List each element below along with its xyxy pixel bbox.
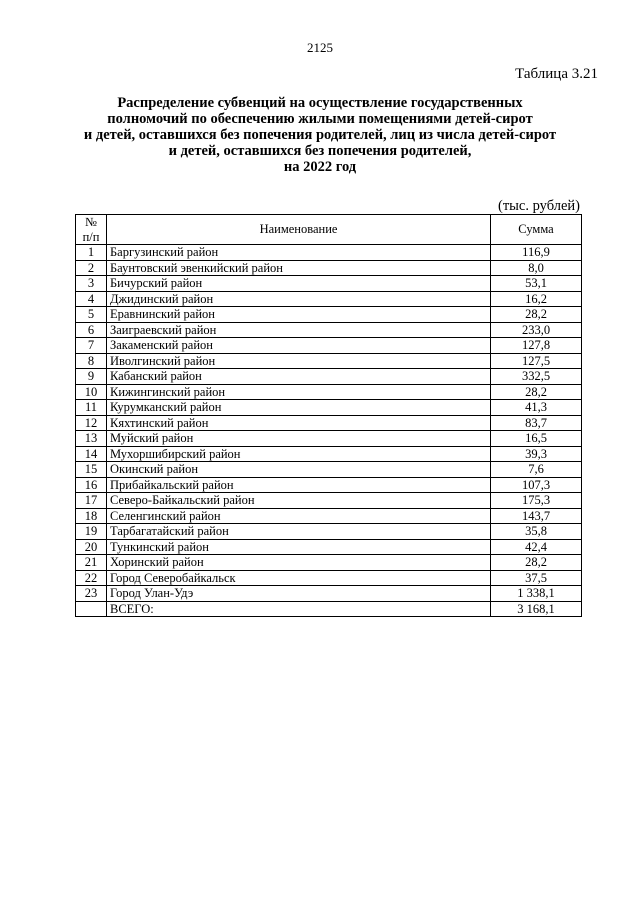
amount: 127,5 bbox=[491, 353, 582, 369]
table-row bbox=[76, 369, 582, 385]
title-line: и детей, оставшихся без попечения родителей, bbox=[168, 143, 472, 159]
district-name: Мухоршибирский район bbox=[107, 446, 491, 462]
amount: 143,7 bbox=[491, 508, 582, 524]
amount: 53,1 bbox=[491, 276, 582, 292]
district-name: Кабанский район bbox=[107, 369, 491, 385]
district-name: Город Северобайкальск bbox=[107, 570, 491, 586]
district-name: Кижингинский район bbox=[107, 384, 491, 400]
row-number: 21 bbox=[76, 555, 107, 571]
amount: 107,3 bbox=[491, 477, 582, 493]
table-row bbox=[76, 508, 582, 524]
amount: 16,2 bbox=[491, 291, 582, 307]
table-row bbox=[76, 400, 582, 416]
row-number: 11 bbox=[76, 400, 107, 416]
header-number bbox=[76, 215, 107, 245]
district-name: Еравнинский район bbox=[107, 307, 491, 323]
title-line: Распределение субвенций на осуществление государственных bbox=[117, 95, 523, 111]
amount: 39,3 bbox=[491, 446, 582, 462]
table-row bbox=[76, 493, 582, 509]
district-name: Город Улан-Удэ bbox=[107, 586, 491, 602]
table-row bbox=[76, 431, 582, 447]
district-name: Баргузинский район bbox=[107, 245, 491, 261]
amount: 28,2 bbox=[491, 555, 582, 571]
row-number: 9 bbox=[76, 369, 107, 385]
row-number: 23 bbox=[76, 586, 107, 602]
amount: 127,8 bbox=[491, 338, 582, 354]
table-body bbox=[76, 245, 582, 617]
amount: 16,5 bbox=[491, 431, 582, 447]
row-number: 15 bbox=[76, 462, 107, 478]
row-number: 20 bbox=[76, 539, 107, 555]
total-row bbox=[76, 601, 582, 617]
page-number: 2125 bbox=[307, 40, 333, 55]
district-name: Хоринский район bbox=[107, 555, 491, 571]
amount: 41,3 bbox=[491, 400, 582, 416]
district-name: Курумканский район bbox=[107, 400, 491, 416]
district-name: Прибайкальский район bbox=[107, 477, 491, 493]
row-number: 16 bbox=[76, 477, 107, 493]
row-number: 14 bbox=[76, 446, 107, 462]
amount: 233,0 bbox=[491, 322, 582, 338]
table-row bbox=[76, 276, 582, 292]
table-row bbox=[76, 462, 582, 478]
row-number: 17 bbox=[76, 493, 107, 509]
row-number: 5 bbox=[76, 307, 107, 323]
table-row bbox=[76, 260, 582, 276]
district-name: Баунтовский эвенкийский район bbox=[107, 260, 491, 276]
table-label: Таблица 3.21 bbox=[515, 66, 598, 82]
table-row bbox=[76, 307, 582, 323]
amount: 116,9 bbox=[491, 245, 582, 261]
table-row bbox=[76, 384, 582, 400]
table-row bbox=[76, 338, 582, 354]
table-row bbox=[76, 446, 582, 462]
table-row bbox=[76, 555, 582, 571]
amount: 37,5 bbox=[491, 570, 582, 586]
table-row bbox=[76, 322, 582, 338]
district-name: Закаменский район bbox=[107, 338, 491, 354]
district-name: Муйский район bbox=[107, 431, 491, 447]
table-row bbox=[76, 524, 582, 540]
row-number: 6 bbox=[76, 322, 107, 338]
row-number: 10 bbox=[76, 384, 107, 400]
district-name: Джидинский район bbox=[107, 291, 491, 307]
row-number: 22 bbox=[76, 570, 107, 586]
table-row bbox=[76, 477, 582, 493]
table-row bbox=[76, 539, 582, 555]
title-line: на 2022 год bbox=[283, 159, 357, 175]
table-row bbox=[76, 415, 582, 431]
amount: 1 338,1 bbox=[491, 586, 582, 602]
amount: 28,2 bbox=[491, 384, 582, 400]
table-row bbox=[76, 291, 582, 307]
row-number: 4 bbox=[76, 291, 107, 307]
district-name: Тарбагатайский район bbox=[107, 524, 491, 540]
row-number bbox=[76, 601, 107, 617]
amount: 28,2 bbox=[491, 307, 582, 323]
district-name: Кяхтинский район bbox=[107, 415, 491, 431]
amount: 35,8 bbox=[491, 524, 582, 540]
table-row bbox=[76, 353, 582, 369]
row-number: 1 bbox=[76, 245, 107, 261]
row-number: 3 bbox=[76, 276, 107, 292]
row-number: 12 bbox=[76, 415, 107, 431]
row-number: 8 bbox=[76, 353, 107, 369]
district-name: Селенгинский район bbox=[107, 508, 491, 524]
title-line: полномочий по обеспечению жилыми помещениями детей-сирот bbox=[107, 111, 533, 127]
row-number: 18 bbox=[76, 508, 107, 524]
district-name: Иволгинский район bbox=[107, 353, 491, 369]
district-name: Северо-Байкальский район bbox=[107, 493, 491, 509]
row-number: 2 bbox=[76, 260, 107, 276]
header-sum: Сумма bbox=[491, 215, 582, 245]
amount: 83,7 bbox=[491, 415, 582, 431]
header-name: Наименование bbox=[107, 215, 491, 245]
amount: 8,0 bbox=[491, 260, 582, 276]
district-name: ВСЕГО: bbox=[107, 601, 491, 617]
table-header-row bbox=[76, 215, 582, 245]
table-row bbox=[76, 570, 582, 586]
header-number-abbrev: п/п bbox=[82, 229, 100, 244]
district-name: Заиграевский район bbox=[107, 322, 491, 338]
document-title bbox=[60, 95, 580, 175]
units-label: (тыс. рублей) bbox=[498, 198, 580, 214]
table-row bbox=[76, 586, 582, 602]
row-number: 13 bbox=[76, 431, 107, 447]
row-number: 19 bbox=[76, 524, 107, 540]
distribution-table bbox=[75, 214, 582, 617]
district-name: Тункинский район bbox=[107, 539, 491, 555]
title-line: и детей, оставшихся без попечения родителей, лиц из числа детей-сирот bbox=[83, 127, 557, 143]
amount: 42,4 bbox=[491, 539, 582, 555]
amount: 7,6 bbox=[491, 462, 582, 478]
table-row bbox=[76, 245, 582, 261]
district-name: Бичурский район bbox=[107, 276, 491, 292]
amount: 332,5 bbox=[491, 369, 582, 385]
district-name: Окинский район bbox=[107, 462, 491, 478]
row-number: 7 bbox=[76, 338, 107, 354]
amount: 175,3 bbox=[491, 493, 582, 509]
amount: 3 168,1 bbox=[491, 601, 582, 617]
header-number-symbol: № bbox=[85, 215, 97, 229]
